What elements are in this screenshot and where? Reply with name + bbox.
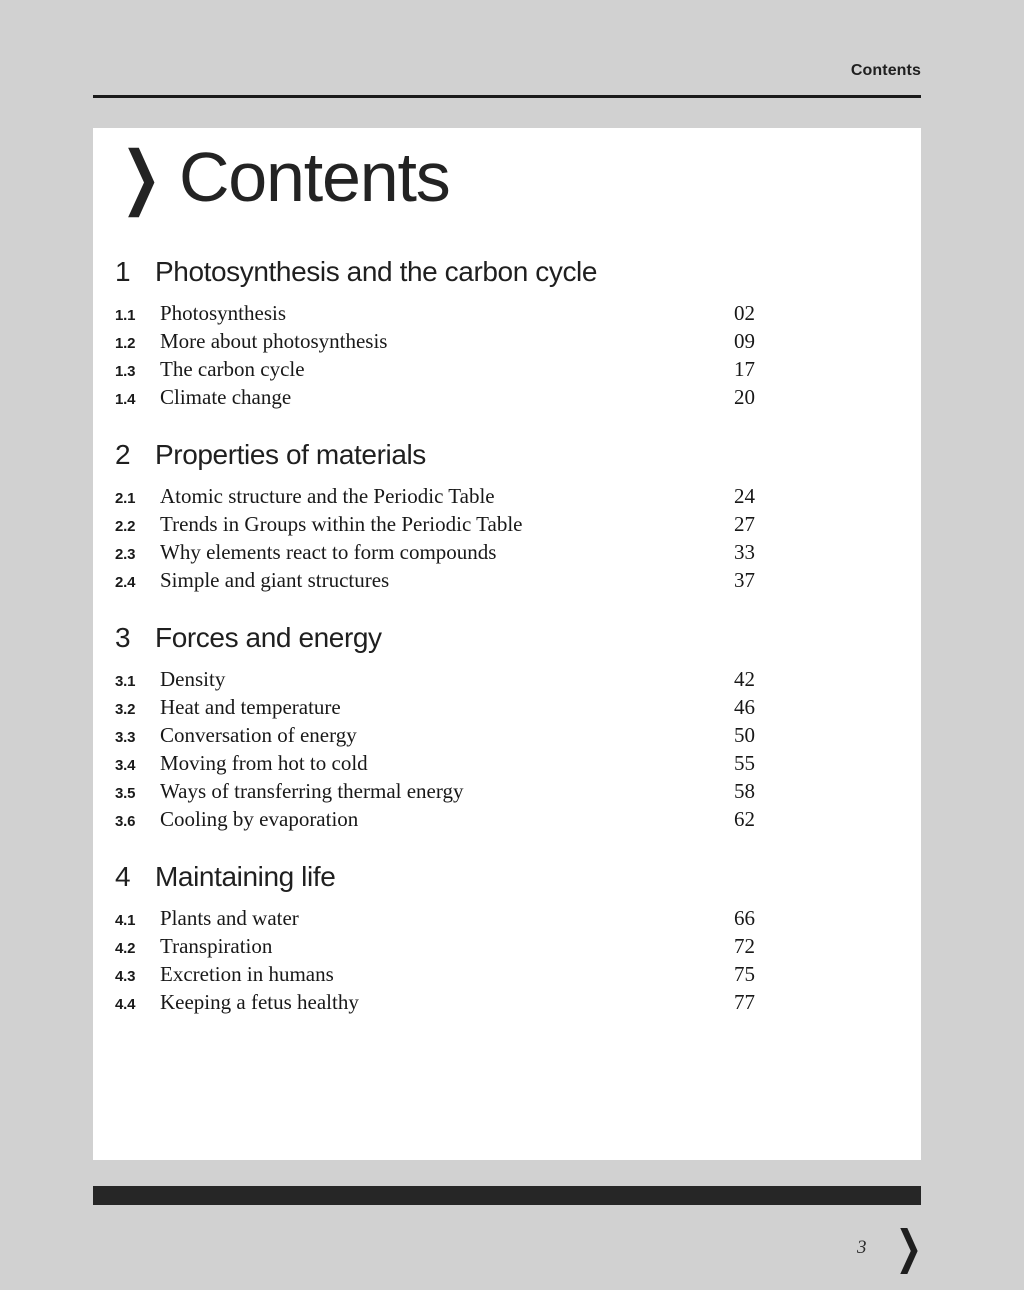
toc-section-number: 4.2 bbox=[115, 940, 136, 957]
bottom-decoration-bar bbox=[93, 1186, 921, 1205]
toc-section-title: Excretion in humans bbox=[160, 962, 334, 986]
toc-chapter bbox=[115, 622, 755, 835]
toc-section-title: Plants and water bbox=[160, 906, 299, 930]
toc-section-row[interactable] bbox=[115, 385, 755, 413]
toc-section-title: Conversation of energy bbox=[160, 723, 357, 747]
toc-section-page-number: 17 bbox=[734, 357, 755, 381]
toc-chapter-title: Photosynthesis and the carbon cycle bbox=[155, 256, 598, 287]
toc-section-number: 3.1 bbox=[115, 673, 136, 690]
toc-chapter-heading[interactable] bbox=[115, 861, 755, 893]
toc-chapter bbox=[115, 439, 755, 596]
toc-section-page-number: 77 bbox=[734, 990, 755, 1014]
toc-section-number: 4.1 bbox=[115, 912, 136, 929]
toc-section-row[interactable] bbox=[115, 723, 755, 751]
toc-section-page-number: 27 bbox=[734, 512, 755, 536]
chevron-right-icon[interactable]: ❯ bbox=[895, 1221, 923, 1275]
page-number: 3 bbox=[856, 1237, 867, 1258]
toc-section-page-number: 33 bbox=[734, 540, 755, 564]
toc-section-row[interactable] bbox=[115, 990, 755, 1018]
toc-section-row[interactable] bbox=[115, 807, 755, 835]
toc-section-number: 3.3 bbox=[115, 729, 136, 746]
toc-section-title: Simple and giant structures bbox=[160, 568, 390, 592]
page-title bbox=[115, 135, 450, 218]
page-card bbox=[93, 128, 921, 1160]
toc-section-number: 3.2 bbox=[115, 701, 136, 718]
toc-section-row[interactable] bbox=[115, 568, 755, 596]
toc-section-title: Atomic structure and the Periodic Table bbox=[160, 484, 495, 508]
toc-section-page-number: 50 bbox=[734, 723, 755, 747]
toc-chapter-title: Forces and energy bbox=[155, 622, 382, 653]
toc-section-number: 2.4 bbox=[115, 574, 136, 591]
toc-chapter-heading[interactable] bbox=[115, 256, 755, 288]
page-title-text: Contents bbox=[178, 138, 450, 216]
toc-chapter-number: 2 bbox=[115, 439, 131, 470]
toc-section-title: Density bbox=[160, 667, 226, 691]
toc-section-title: More about photosynthesis bbox=[160, 329, 388, 353]
table-of-contents bbox=[115, 256, 755, 1018]
toc-section-row[interactable] bbox=[115, 667, 755, 695]
toc-chapter-heading[interactable] bbox=[115, 439, 755, 471]
toc-section-row[interactable] bbox=[115, 962, 755, 990]
toc-section-row[interactable] bbox=[115, 751, 755, 779]
toc-chapter-number: 3 bbox=[115, 622, 131, 653]
toc-section-number: 1.2 bbox=[115, 335, 136, 352]
toc-chapter bbox=[115, 256, 755, 413]
toc-section-row[interactable] bbox=[115, 329, 755, 357]
toc-section-title: Climate change bbox=[160, 385, 292, 409]
toc-section-title: Ways of transferring thermal energy bbox=[160, 779, 464, 803]
toc-section-number: 2.1 bbox=[115, 490, 136, 507]
toc-section-title: Transpiration bbox=[160, 934, 273, 958]
toc-section-number: 3.6 bbox=[115, 813, 136, 830]
toc-section-title: The carbon cycle bbox=[160, 357, 305, 381]
toc-section-page-number: 09 bbox=[734, 329, 755, 353]
toc-section-number: 4.4 bbox=[115, 996, 136, 1013]
toc-chapter bbox=[115, 861, 755, 1018]
toc-section-number: 2.2 bbox=[115, 518, 136, 535]
toc-section-row[interactable] bbox=[115, 695, 755, 723]
toc-chapter-title: Maintaining life bbox=[155, 861, 336, 892]
toc-section-page-number: 75 bbox=[734, 962, 755, 986]
toc-section-page-number: 37 bbox=[734, 568, 755, 592]
toc-section-title: Photosynthesis bbox=[160, 301, 287, 325]
page-footer bbox=[700, 1221, 940, 1275]
toc-section-page-number: 46 bbox=[734, 695, 755, 719]
toc-section-row[interactable] bbox=[115, 301, 755, 329]
toc-section-page-number: 58 bbox=[734, 779, 755, 803]
toc-section-row[interactable] bbox=[115, 357, 755, 385]
toc-section-number: 1.3 bbox=[115, 363, 136, 380]
toc-chapter-number: 4 bbox=[115, 861, 131, 892]
toc-section-title: Cooling by evaporation bbox=[160, 807, 359, 831]
toc-section-row[interactable] bbox=[115, 934, 755, 962]
running-header-title: Contents bbox=[850, 62, 921, 79]
toc-section-page-number: 42 bbox=[734, 667, 755, 691]
toc-section-row[interactable] bbox=[115, 484, 755, 512]
toc-section-title: Heat and temperature bbox=[160, 695, 341, 719]
toc-section-number: 3.4 bbox=[115, 757, 136, 774]
toc-section-title: Why elements react to form compounds bbox=[160, 540, 497, 564]
toc-section-row[interactable] bbox=[115, 779, 755, 807]
toc-section-page-number: 72 bbox=[734, 934, 755, 958]
chevron-right-icon: ❯ bbox=[120, 135, 162, 218]
toc-chapter-title: Properties of materials bbox=[155, 439, 426, 470]
toc-section-page-number: 02 bbox=[734, 301, 755, 325]
toc-section-page-number: 55 bbox=[734, 751, 755, 775]
toc-section-number: 3.5 bbox=[115, 785, 136, 802]
toc-section-title: Keeping a fetus healthy bbox=[160, 990, 359, 1014]
header-rule bbox=[93, 95, 921, 98]
toc-section-page-number: 62 bbox=[734, 807, 755, 831]
toc-section-page-number: 66 bbox=[734, 906, 755, 930]
toc-section-row[interactable] bbox=[115, 540, 755, 568]
toc-section-row[interactable] bbox=[115, 906, 755, 934]
toc-section-number: 4.3 bbox=[115, 968, 136, 985]
toc-chapter-heading[interactable] bbox=[115, 622, 755, 654]
toc-section-title: Trends in Groups within the Periodic Table bbox=[160, 512, 523, 536]
toc-section-number: 1.1 bbox=[115, 307, 136, 324]
running-header bbox=[93, 62, 921, 80]
toc-section-number: 2.3 bbox=[115, 546, 136, 563]
toc-section-row[interactable] bbox=[115, 512, 755, 540]
toc-section-number: 1.4 bbox=[115, 391, 136, 408]
toc-section-page-number: 24 bbox=[734, 484, 755, 508]
toc-section-page-number: 20 bbox=[734, 385, 755, 409]
toc-chapter-number: 1 bbox=[115, 256, 131, 287]
toc-section-title: Moving from hot to cold bbox=[160, 751, 368, 775]
